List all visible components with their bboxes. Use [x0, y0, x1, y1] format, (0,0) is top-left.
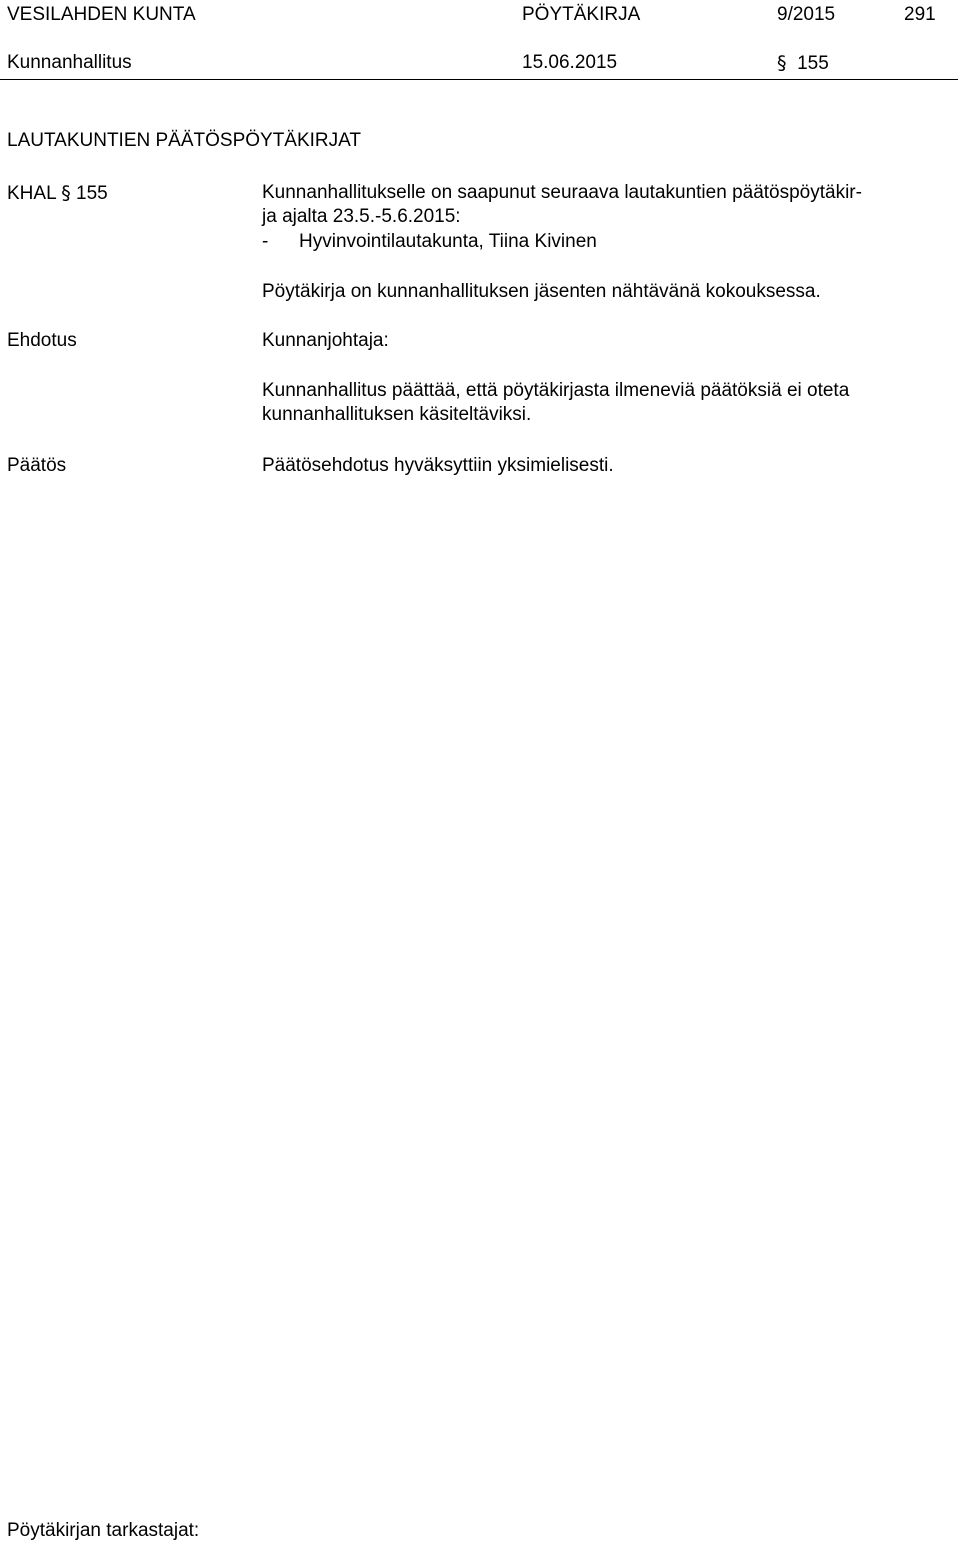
issue-number: 9/2015: [777, 4, 836, 25]
header-divider: [0, 79, 958, 80]
item-reference: [7, 181, 108, 206]
proposal-author: Kunnanjohtaja:: [262, 330, 389, 351]
proposal-text-line-1: Kunnanhallitus päättää, että pöytäkirjasta ilmeneviä päätöksiä ei oteta: [262, 380, 850, 401]
list-dash: -: [262, 231, 269, 252]
decision-label: Päätös: [7, 455, 67, 476]
proposal-label: Ehdotus: [7, 330, 77, 351]
item-note: Pöytäkirja on kunnanhallituksen jäsenten nähtävänä kokouksessa.: [262, 281, 821, 302]
item-intro-line-1: Kunnanhallitukselle on saapunut seuraava lautakuntien päätöspöytäkir-: [262, 182, 862, 203]
proposal-text-line-2: kunnanhallituksen käsiteltäviksi.: [262, 404, 532, 425]
item-intro-line-2: ja ajalta 23.5.-5.6.2015:: [262, 206, 461, 227]
item-section-symbol: §: [61, 182, 71, 204]
page-number: 291: [904, 4, 936, 25]
municipality-name: VESILAHDEN KUNTA: [7, 4, 196, 25]
item-ref-number: 155: [76, 183, 108, 204]
reviewers-label: Pöytäkirjan tarkastajat:: [7, 1520, 200, 1541]
list-item: [262, 230, 597, 254]
document-type: PÖYTÄKIRJA: [522, 4, 641, 25]
section-symbol: §: [777, 52, 787, 74]
meeting-date: 15.06.2015: [522, 52, 618, 73]
page-title: LAUTAKUNTIEN PÄÄTÖSPÖYTÄKIRJAT: [7, 130, 362, 151]
section-reference: [777, 51, 829, 76]
meeting-body: Kunnanhallitus: [7, 52, 132, 73]
decision-text: Päätösehdotus hyväksyttiin yksimielisesti.: [262, 455, 614, 476]
list-item-text: Hyvinvointilautakunta, Tiina Kivinen: [299, 231, 597, 252]
section-number: 155: [797, 53, 829, 74]
item-ref-prefix: KHAL: [7, 183, 56, 204]
